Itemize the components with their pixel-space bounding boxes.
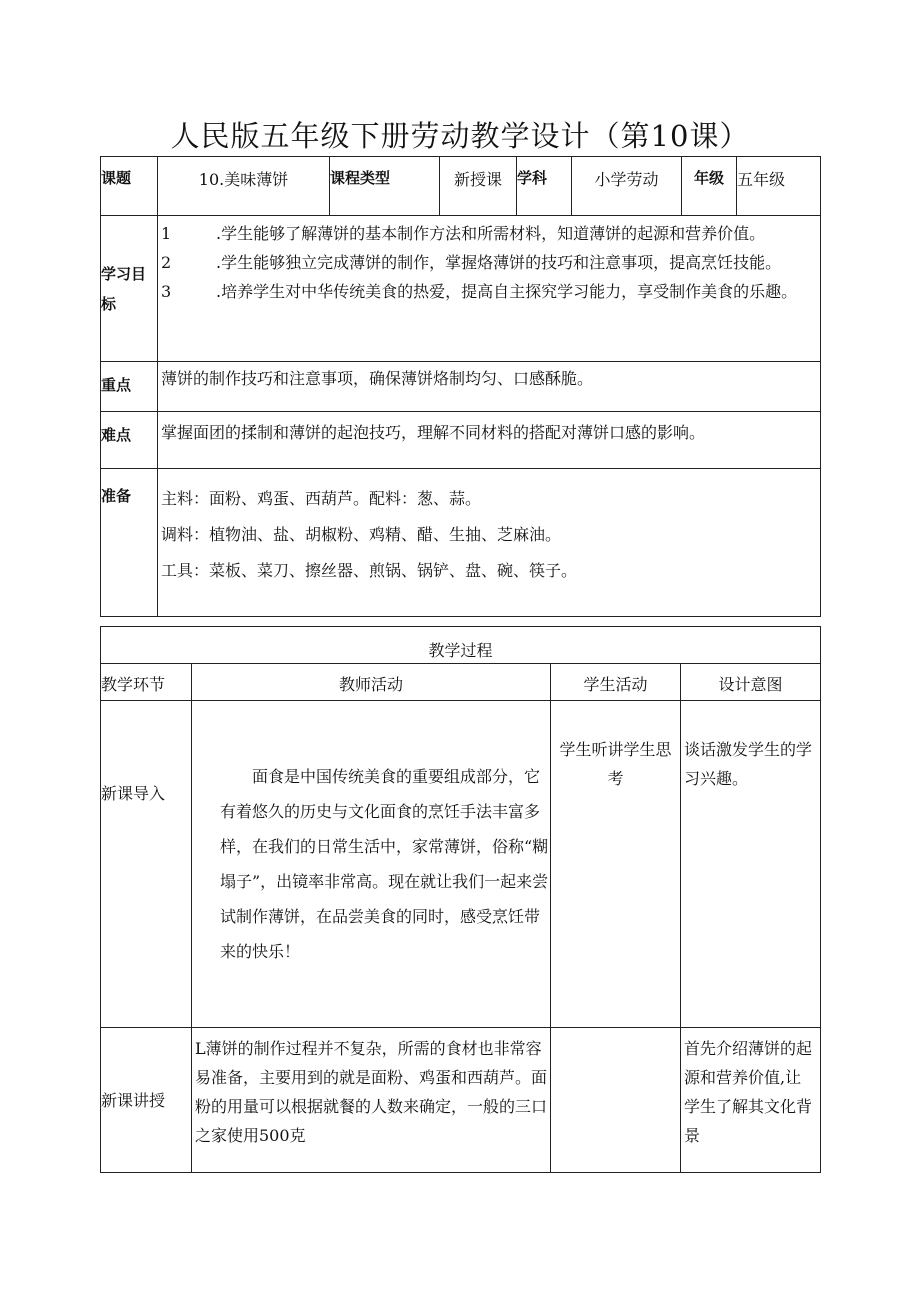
lesson-info-table: [100, 156, 821, 617]
header-student: 学生活动: [551, 664, 681, 701]
preparation-line: 调料：植物油、盐、胡椒粉、鸡精、醋、生抽、芝麻油。: [161, 525, 562, 544]
table-row: [101, 1028, 821, 1173]
grade-label: 年级: [682, 157, 737, 216]
teacher-activity: L薄饼的制作过程并不复杂，所需的食材也非常容易准备，主要用到的就是面粉、鸡蛋和西葫芦。面粉的用量可以根据就餐的人数来确定，一般的三口之家使用500克: [192, 1028, 551, 1173]
student-activity: [551, 1028, 681, 1173]
course-type-label: 课程类型: [330, 157, 440, 216]
grade-value: 五年级: [737, 157, 821, 216]
design-intent: 首先介绍薄饼的起源和营养价值,让学生了解其文化背景: [681, 1028, 821, 1173]
subject-label: 学科: [517, 157, 572, 216]
lesson-value: 10.美味薄饼: [158, 157, 330, 216]
teacher-activity: [192, 701, 551, 1028]
preparation-list: [158, 469, 821, 617]
preparation-line: 工具：菜板、菜刀、擦丝器、煎锅、锅铲、盘、碗、筷子。: [161, 561, 578, 580]
difficulty-label: 难点: [101, 412, 158, 469]
goal-item: 2 .学生能够独立完成薄饼的制作，掌握烙薄饼的技巧和注意事项，提高烹饪技能。: [161, 253, 782, 272]
preparation-line: 主料：面粉、鸡蛋、西葫芦。配料：葱、蒜。: [161, 489, 482, 508]
stage-cell: 新课导入: [101, 701, 192, 1028]
design-intent: 谈话激发学生的学习兴趣。: [681, 701, 821, 1028]
course-type-value: 新授课: [440, 157, 517, 216]
goal-item: 3 .培养学生对中华传统美食的热爱，提高自主探究学习能力，享受制作美食的乐趣。: [161, 282, 798, 301]
preparation-label: 准备: [101, 469, 158, 617]
goals-label: 学习目标: [101, 216, 158, 362]
header-intent: 设计意图: [681, 664, 821, 701]
process-title: 教学过程: [101, 627, 821, 664]
document-title: 人民版五年级下册劳动教学设计（第10课）: [170, 119, 750, 153]
teaching-process-table: [100, 626, 821, 1173]
difficulty-text: 掌握面团的揉制和薄饼的起泡技巧，理解不同材料的搭配对薄饼口感的影响。: [158, 412, 821, 469]
key-point-text: 薄饼的制作技巧和注意事项，确保薄饼烙制均匀、口感酥脆。: [158, 362, 821, 412]
key-point-label: 重点: [101, 362, 158, 412]
table-row: [101, 701, 821, 1028]
teacher-activity-text: 面食是中国传统美食的重要组成部分，它有着悠久的历史与文化面食的烹饪手法丰富多样，在我们的日常生活中，家常薄饼，俗称“糊塌子”，出镜率非常高。现在就让我们一起来尝试制作薄饼，在品尝美食的同时，感受烹饪带来的快乐！: [220, 767, 549, 961]
goals-list: [158, 216, 821, 362]
student-activity: 学生听讲学生思考: [551, 701, 681, 1028]
goal-item: 1 .学生能够了解薄饼的基本制作方法和所需材料，知道薄饼的起源和营养价值。: [161, 224, 766, 243]
stage-cell: 新课讲授: [101, 1028, 192, 1173]
lesson-label: 课题: [101, 157, 158, 216]
header-teacher: 教师活动: [192, 664, 551, 701]
header-stage: 教学环节: [101, 664, 192, 701]
subject-value: 小学劳动: [572, 157, 682, 216]
